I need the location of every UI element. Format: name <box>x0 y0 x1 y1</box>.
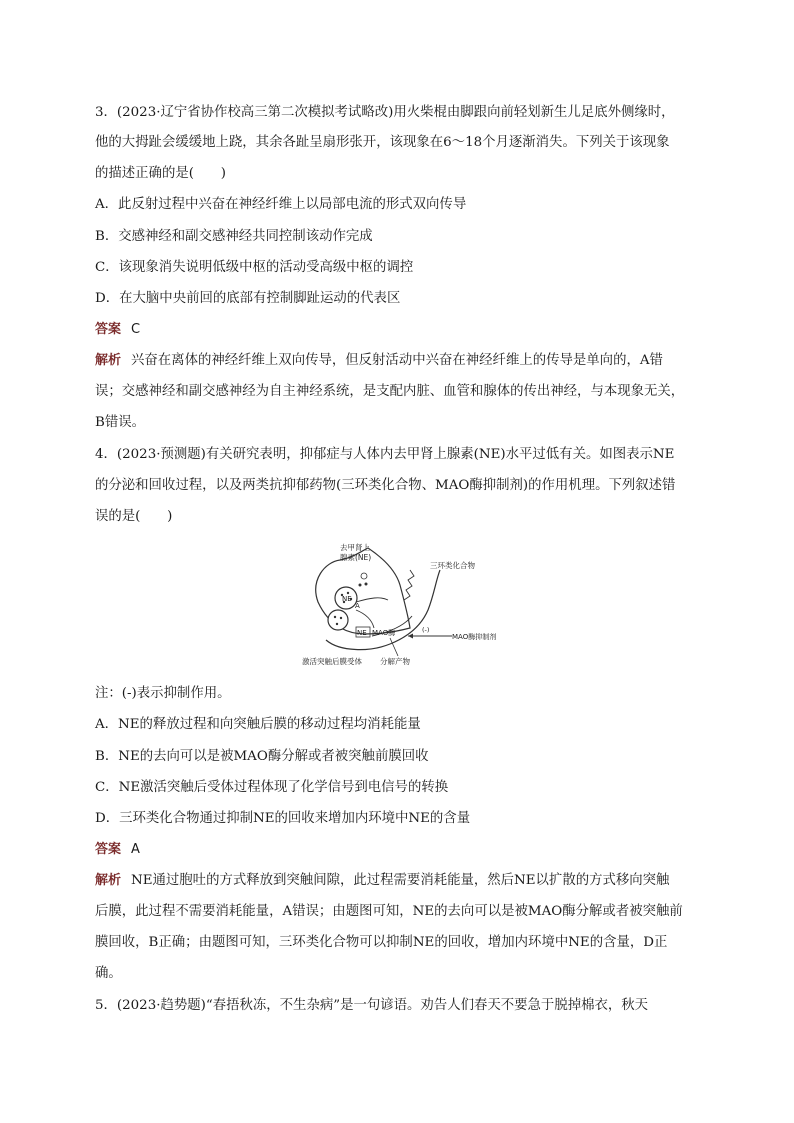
diagram-label-ne-vesicle: NE <box>342 595 352 603</box>
q4-answer-value: A <box>131 842 140 857</box>
diagram-label-mao-inhibitor: MAO酶抑制剂 <box>452 633 497 641</box>
q4-option-d: D．三环类化合物通过抑制NE的回收来增加内环境中NE的含量 <box>95 811 471 826</box>
tricyclic-blocker-icon <box>404 570 414 600</box>
q4-analysis-label: 解析 <box>95 873 122 888</box>
q3-answer-value: C <box>131 322 141 337</box>
diagram-label-tricyclic: 三环类化合物 <box>430 561 475 570</box>
q3-answer <box>95 321 140 339</box>
diagram-label-a: A <box>355 602 360 610</box>
q3-analysis-line-3: B错误。 <box>95 415 146 430</box>
q4-analysis-line-4: 确。 <box>95 966 122 981</box>
diagram-label-products: 分解产物 <box>380 657 410 666</box>
diagram-label-ne-1: 去甲肾上 <box>340 543 370 552</box>
diagram-label-ne-small: NE <box>357 629 367 637</box>
diagram-label-ne-2: 腺素(NE) <box>340 553 372 562</box>
ne-dot-icon <box>365 583 368 586</box>
q4-stem-line-3: 误的是( ) <box>95 509 173 524</box>
q3-option-d: D．在大脑中央前回的底部有控制脚趾运动的代表区 <box>95 291 401 306</box>
q5-stem-line-1: 5．(2023·趋势题)“春捂秋冻，不生杂病”是一句谚语。劝告人们春天不要急于脱掉棉衣，秋天 <box>95 998 649 1013</box>
q4-answer <box>95 841 140 859</box>
ne-molecule-icon <box>361 573 367 579</box>
q4-note: 注：(-)表示抑制作用。 <box>95 686 231 701</box>
q4-option-b: B．NE的去向可以是被MAO酶分解或者被突触前膜回收 <box>95 749 429 764</box>
q4-option-a: A．NE的释放过程和向突触后膜的移动过程均消耗能量 <box>95 717 421 732</box>
q4-analysis-line-1 <box>95 872 669 890</box>
postsynaptic-membrane <box>326 570 440 650</box>
q3-option-c: C．该现象消失说明低级中枢的活动受高级中枢的调控 <box>95 260 414 275</box>
q3-stem-line-1: 3．(2023·辽宁省协作校高三第二次模拟考试略改)用火柴棍由脚跟向前轻划新生儿足底外侧缘时， <box>95 105 675 120</box>
q4-analysis-line-2: 后膜，此过程不需要消耗能量，A错误；由题图可知，NE的去向可以是被MAO酶分解或者被突触前 <box>95 904 683 919</box>
q4-stem-line-2: 的分泌和回收过程，以及两类抗抑郁药物(三环类化合物、MAO酶抑制剂)的作用机理。下列叙述错 <box>95 478 676 493</box>
q4-stem-line-1: 4．(2023·预测题)有关研究表明，抑郁症与人体内去甲肾上腺素(NE)水平过低有关。如图表示NE <box>95 447 675 462</box>
q4-option-c: C．NE激活突触后受体过程体现了化学信号到电信号的转换 <box>95 780 449 795</box>
q3-analysis-line-2: 误；交感神经和副交感神经为自主神经系统，是支配内脏、血管和腺体的传出神经，与本现象无关， <box>95 384 685 399</box>
q3-analysis-label: 解析 <box>95 353 122 368</box>
q3-stem-line-3: 的描述正确的是( ) <box>95 166 226 181</box>
q4-analysis-text-1: NE通过胞吐的方式释放到突触间隙，此过程需要消耗能量，然后NE以扩散的方式移向突触 <box>131 873 670 888</box>
q3-answer-label: 答案 <box>95 322 122 337</box>
diagram-label-receptor: 激活突触后膜受体 <box>302 657 362 666</box>
diagram-label-inhibit: (-) <box>422 626 430 634</box>
q3-option-b: B．交感神经和副交感神经共同控制该动作完成 <box>95 229 373 244</box>
ne-dot-icon <box>359 584 362 587</box>
q3-option-a: A．此反射过程中兴奋在神经纤维上以局部电流的形式双向传导 <box>95 197 467 212</box>
synapse-diagram <box>300 540 510 670</box>
q3-analysis-text-1: 兴奋在离体的神经纤维上双向传导，但反射活动中兴奋在神经纤维上的传导是单向的，A错 <box>131 353 663 368</box>
q4-answer-label: 答案 <box>95 842 122 857</box>
q4-analysis-line-3: 膜回收，B正确；由题图可知，三环类化合物可以抑制NE的回收，增加内环境中NE的含量，D正 <box>95 935 668 950</box>
q3-analysis-line-1 <box>95 352 663 370</box>
q3-stem-line-2: 他的大拇趾会缓缓地上跷，其余各趾呈扇形张开，该现象在6～18个月逐渐消失。下列关于该现象 <box>95 135 670 150</box>
vesicle-icon <box>328 610 348 630</box>
diagram-label-mao: MAO酶 <box>372 629 396 637</box>
